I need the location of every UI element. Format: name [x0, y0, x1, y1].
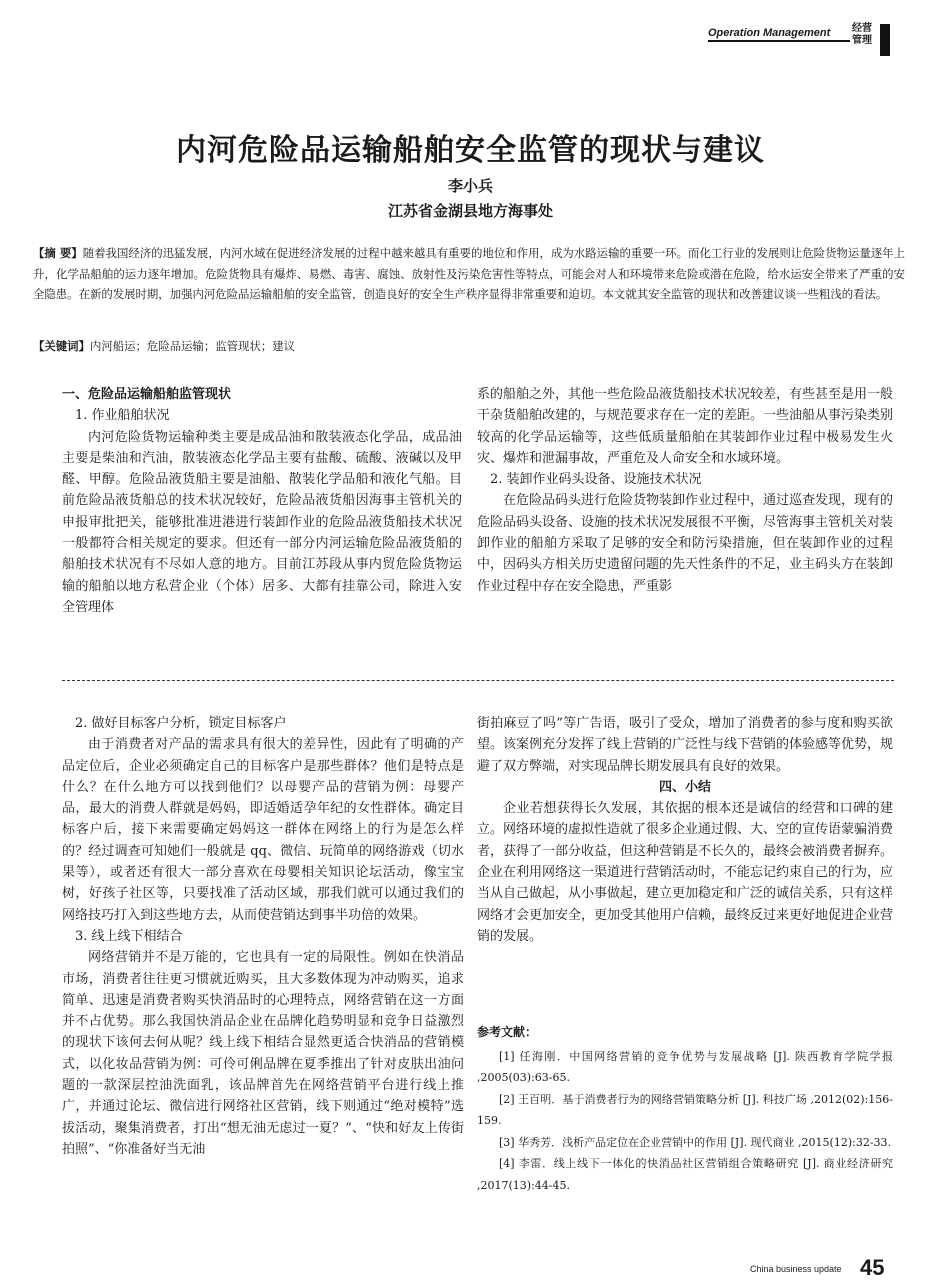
references-heading: 参考文献：	[477, 1025, 538, 1039]
section-title-en: Operation Management	[708, 27, 831, 39]
article-affiliation: 江苏省金湖县地方海事处	[387, 202, 553, 220]
paragraph: 内河危险货物运输种类主要是成品油和散装液态化学品，成品油主要是柴油和汽油，散装液态化学品主要有盐酸、硫酸、液碱以及甲醛、甲醇。危险品液货船主要是油船、散装化学品船和液化气船。目前危险品液货船总的技术状况较好，危险品液货船因海事主管机关的申报审批把关，能够批准进港进行装卸作业的危险品液货船技术状况一般都符合相关规定的要求。但还有一部分内河运输危险品液货船的船舶技术状况有不尽如人意的地方。目前江苏段从事内贸危险货物运输的船舶以地方私营企业（个体）居多、大都有挂靠公司，除进入安全管理体	[62, 429, 462, 615]
article-divider	[62, 680, 894, 681]
body-bottom-right-column	[477, 713, 893, 947]
reference-item: [1] 任海刚．中国网络营销的竞争优势与发展战略 [J]. 陕西教育学院学报 ,2005(03):63-65.	[477, 1049, 893, 1084]
abstract-text: 随着我国经济的迅猛发展，内河水域在促进经济发展的过程中越来越具有重要的地位和作用，成为水路运输的重要一环。而化工行业的发展则让危险货物运量逐年上升，化学品船舶的运力逐年增加。危险货物具有爆炸、易燃、毒害、腐蚀、放射性及污染危害性等特点，可能会对人和环境带来危险或潜在危险，给水运安全带来了严重的安全隐患。在新的发展时期，加强内河危险品运输船舶的安全监管，创造良好的安全生产秩序显得非常重要和迫切。本文就其安全监管的现状和改善建议谈一些粗浅的看法。	[33, 246, 905, 301]
abstract	[33, 243, 905, 305]
paragraph: 企业若想获得长久发展，其依据的根本还是诚信的经营和口碑的建立。网络环境的虚拟性造就了很多企业通过假、大、空的宣传语蒙骗消费者，获得了一部分收益，但这种营销是不长久的，最终会被消费者摒弃。企业在利用网络这一渠道进行营销活动时，不能忘记约束自己的行为，应当从自己做起，从小事做起，建立更加稳定和广泛的诚信关系，只有这样网络才会更加安全，更加受其他用户信赖，最终反过来更好地促进企业营销的发展。	[477, 801, 894, 944]
section-title-cn: 经营管理	[852, 23, 872, 46]
paragraph: 在危险品码头进行危险货物装卸作业过程中，通过巡查发现，现有的危险品码头设备、设施的技术状况发展很不平衡，尽管海事主管机关对装卸作业的船舶方采取了足够的安全和防污染措施，但在装卸作业的过程中，因码头方相关历史遗留问题的先天性条件的不足，业主码头方在装卸作业过程中存在安全隐患，严重影	[477, 493, 894, 594]
keywords-label: 【关键词】	[33, 339, 90, 353]
reference-item: [3] 华秀芳．浅析产品定位在企业营销中的作用 [J]. 现代商业 ,2015(12):32-33.	[499, 1135, 892, 1149]
keywords-text: 内河船运；危险品运输；监管现状；建议	[89, 339, 296, 353]
reference-item: [2] 王百明．基于消费者行为的网络营销策略分析 [J]. 科技广场 ,2012(02):156-159.	[477, 1092, 893, 1127]
subsection-heading: 3. 线上线下相结合	[75, 928, 183, 944]
body-top-left-column	[62, 384, 462, 618]
section-heading: 四、小结	[658, 779, 711, 795]
paragraph: 由于消费者对产品的需求具有很大的差异性，因此有了明确的产品定位后，企业必须确定自己的目标客户是那些群体？他们是特点是什么？在什么地方可以找到他们？以母婴产品的营销为例：母婴产品，最大的消费人群就是妈妈，即适婚适孕年纪的女性群体。确定目标客户后，接下来需要确定妈妈这一群体在网络上的行为是怎么样的？经过调查可知她们一般就是 qq、微信、玩简单的网络游戏（切水果等），或者还有很大一部分喜欢在母婴相关知识论坛活动，像宝宝树，好孩子社区等，只要找准了活动区域，那我们就可以通过我们的网络技巧打入到这些地方去，从而使营销达到事半功倍的效果。	[62, 737, 464, 923]
article-author: 李小兵	[447, 177, 493, 195]
footer-journal: China business update	[750, 1264, 842, 1274]
references-list	[477, 1046, 893, 1197]
page-number: 45	[860, 1255, 885, 1280]
paragraph: 网络营销并不是万能的，它也具有一定的局限性。例如在快消品市场，消费者往往更习惯就近购买，且大多数体现为冲动购买，追求简单、迅速是消费者购买快消品时的心理特点，网络营销在这一方面并不占优势。那么我国快消品企业在品牌化趋势明显和竞争日益激烈的现状下该何去何从呢？线上线下相结合显然更适合快消品的营销模式，以化妆品营销为例：可伶可俐品牌在夏季推出了针对皮肤出油问题的一款深层控油洗面乳，该品牌首先在网络营销平台进行线上推广，并通过论坛、微信进行网络社区营销，线下则通过“绝对模特”选拔活动，聚集消费者，打出“想无油无虑过一夏？”、“快和好友上传街拍照”、“你准备好当无油	[62, 950, 464, 1157]
article-title: 内河危险品运输船舶安全监管的现状与建议	[176, 133, 765, 168]
subsection-heading: 1. 作业船舶状况	[75, 408, 170, 424]
paragraph: 系的船舶之外，其他一些危险品液货船技术状况较差，有些甚至是用一般干杂货船舶改建的，与规范要求存在一定的差距。一些油船从事污染类别较高的化学品运输等，这些低质量船舶在其装卸作业过程中极易发生火灾、爆炸和泄漏事故，严重危及人命安全和水域环境。	[477, 387, 894, 466]
subsection-heading: 2. 做好目标客户分析，锁定目标客户	[75, 716, 287, 731]
body-top-right-column	[477, 384, 893, 597]
paragraph: 街拍麻豆了吗”等广告语，吸引了受众，增加了消费者的参与度和购买欲望。该案例充分发挥了线上营销的广泛性与线下营销的体验感等优势，规避了双方弊端，对实现品牌长期发展具有良好的效果。	[477, 716, 894, 774]
header-bar	[880, 24, 890, 56]
reference-item: [4] 李雷．线上线下一体化的快消品社区营销组合策略研究 [J]. 商业经济研究 ,2017(13):44-45.	[477, 1157, 893, 1192]
header-rule	[708, 40, 850, 42]
abstract-label: 【摘 要】	[33, 246, 83, 260]
references	[477, 1022, 893, 1196]
body-bottom-left-column	[62, 713, 464, 1160]
section-heading: 一、危险品运输船舶监管现状	[62, 387, 232, 402]
keywords	[33, 336, 905, 356]
subsection-heading: 2. 装卸作业码头设备、设施技术状况	[490, 472, 702, 488]
